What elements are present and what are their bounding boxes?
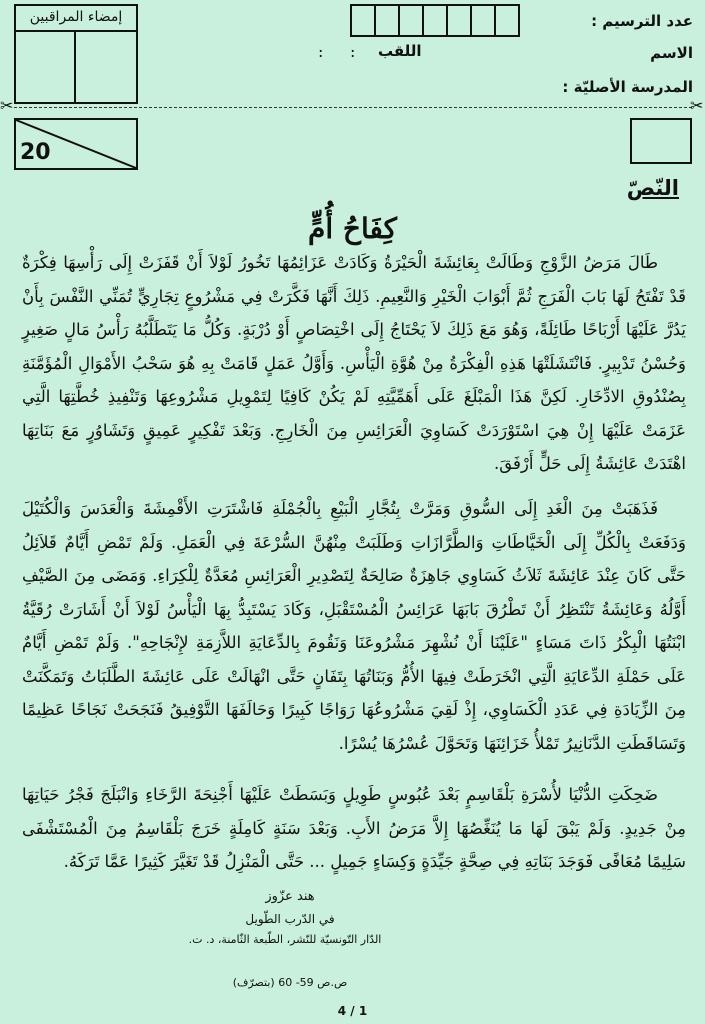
registration-label: عدد الترسيم : [591, 12, 693, 30]
paragraph-text: طَالَ مَرَضُ الزَّوْجِ وَطَالَتْ بِعَائِشَةَ الْحَيْرَةُ وَكَادَتْ عَزَائِمُهَا تَخُورُ لَوْلاَ أَنْ قَفَزَتْ إِلَى رَأْسِهَا فِكْرَةٌ قَدْ تَفْتَحُ لَهَا بَابَ الْفَرَجِ ثُمَّ أَبْوَابَ الْخَيْرِ وَالنَّعِيمِ. ذَلِكَ أَنَّهَا فَكَّرَتْ فِي مَشْرُوعٍ تِجَارِيٍّ تُمَنِّي النَّفْسَ بِأَنْ يَدُرَّ عَلَيْهَا أَرْبَاحًا طَائِلَةً، وَهُوَ مَعَ ذَلِكَ لاَ يَحْتَاجُ إِلَى اخْتِصَاصٍ أَوْ دُرْبَةٍ. وَكُلُّ مَا يَتَطَلَّبُهُ رَأْسُ مَالٍ صَغِيرٍ وَحُسْنُ تَدْبِيرٍ. فَانْتَشَلَتْهَا هَذِهِ الْفِكْرَةُ مِنْ هُوَّةِ الْيَأْسِ. وَأَوَّلُ عَمَلٍ قَامَتْ بِهِ هُوَ سَحْبُ الأَمْوَالِ الْمُؤَمَّنَةِ بِصُنْدُوقِ الادِّخَارِ. لَكِنَّ هَذَا الْمَبْلَغَ عَلَى أَهَمِّيَّتِهِ لَمْ يَكُنْ كَافِيًا لِتَمْوِيلِ مَشْرُوعِهَا وَتَنْفِيذِ خُطَّتِهَا الَّتِي عَزَمَتْ عَلَيْهَا إِنْ هِيَ اسْتَوْرَدَتْ كَسَاوِيَ الْعَرَائِسِ مِنَ الْخَارِجِ. وَبَعْدَ تَفْكِيرٍ عَمِيقٍ وَتَشَاوُرٍ مَعَ بَنَاتِهَا اهْتَدَتْ عَائِشَةُ إِلَى حَلٍّ أَرْفَقَ. [22, 253, 686, 473]
name-label: الاسم [650, 44, 693, 62]
surname-label: اللقب [378, 42, 422, 60]
name-colon: : [350, 42, 356, 61]
paragraph-2 [22, 492, 686, 760]
registration-cell[interactable] [470, 4, 496, 37]
source-publisher: الدّار التّونسيّة للنّشر، الطّبعة الثّامنة، د. ت. [188, 933, 382, 946]
supervisors-divider [74, 30, 76, 104]
page-number: 4 / 1 [337, 1004, 368, 1018]
paragraph-text: فَذَهَبَتْ مِنَ الْغَدِ إِلَى السُّوقِ وَمَرَّتْ بِتُجَّارِ الْبَيْعِ بِالْجُمْلَةِ فَاشْتَرَتِ الأَقْمِشَةَ وَالْعَدَسَ وَالْكُتَيْلَ وَدَفَعَتْ بِالْكُلِّ إِلَى الْخَيَّاطَاتِ وَالطَّرَّازَاتِ وَطَلَبَتْ مِنْهُنَّ السُّرْعَةَ فِي الْعَمَلِ. وَلَمْ تَمْضِ أَيَّامٌ قَلاَئِلُ حَتَّى كَانَ عِنْدَ عَائِشَةَ ثَلاَثُ كَسَاوِي جَاهِزَةٌ صَالِحَةٌ لِتَصْدِيرِ الْعَرَائِسِ مُعَدَّةٌ لِلْكِرَاءِ. وَمَضَى مِنَ الصَّيْفِ أَوَّلُهُ وَعَائِشَةُ تَنْتَظِرُ أَنْ تَطْرُقَ بَابَهَا عَرَائِسُ الْمُسْتَقْبَلِ، وَكَادَ يَسْتَبِدُّ بِهَا الْيَأْسُ لَوْلاَ أَنْ أَشَارَتْ رُقَيَّةُ ابْنَتُهَا الْبِكْرُ ذَاتَ مَسَاءٍ "عَلَيْنَا أَنْ نُشْهِرَ مَشْرُوعَنَا وَنَقُومَ بِالدِّعَايَةِ اللاَّزِمَةِ لإِنْجَاحِهِ". وَلَمْ تَمْضِ أَيَّامٌ عَلَى حَمْلَةِ الدِّعَايَةِ الَّتِي انْخَرَطَتْ فِيهَا الأُمُّ وَبَنَاتُهَا بِتَفَانٍ حَتَّى انْهَالَتْ عَلَى عَائِشَةَ الطَّلَبَاتُ وَتَمَكَّنَتْ مِنَ الزِّيَادَةِ فِي عَدَدِ الْكَسَاوِي، إِذْ لَقِيَ مَشْرُوعُهَا رَوَاجًا كَبِيرًا وَحَالَفَهَا التَّوْفِيقُ فَنَجَحَتْ نَجَاحًا عَظِيمًا وَتَسَاقَطَتِ الدَّنَانِيرُ تَمْلأُ خَزَائِنَهَا وَتَحَوَّلَ عُسْرُهَا يُسْرًا. [22, 499, 686, 753]
section-title: النّصّ [626, 176, 679, 200]
registration-number-cells[interactable] [350, 4, 518, 37]
registration-cell[interactable] [494, 4, 520, 37]
surname-colon: : [318, 42, 324, 61]
story-title: كِفَاحُ أُمٍّ [308, 212, 397, 245]
cut-line [14, 107, 692, 108]
score-total: 20 [20, 140, 51, 165]
source-book: في الدّرب الطّويل [245, 912, 335, 926]
paragraph-3 [22, 778, 686, 879]
source-author: هند عزّوز [265, 889, 315, 904]
supervisors-label: إمضاء المراقبين [14, 4, 138, 32]
registration-cell[interactable] [374, 4, 400, 37]
corner-box [630, 118, 692, 164]
registration-cell[interactable] [398, 4, 424, 37]
registration-cell[interactable] [422, 4, 448, 37]
school-label: المدرسة الأصليّة : [562, 78, 693, 96]
scissors-icon: ✂ [0, 96, 14, 115]
source-pages: ص.ص 59- 60 (بتصرّف) [232, 976, 348, 989]
scissors-icon: ✂ [690, 96, 704, 115]
paragraph-1 [22, 246, 686, 481]
paragraph-text: ضَحِكَتِ الدُّنْيَا لأُسْرَةِ بَلْقَاسِمٍ بَعْدَ عُبُوسٍ طَوِيلٍ وَبَسَطَتْ عَلَيْهَا أَجْنِحَةَ الرَّخَاءِ وَانْبَلَجَ فَجْرُ حَيَاتِهَا مِنْ جَدِيدٍ. وَلَمْ يَبْقَ لَهَا مَا يُنَغِّصُهَا إِلاَّ مَرَضُ الأَبِ. وَبَعْدَ سَنَةٍ كَامِلَةٍ خَرَجَ بَلْقَاسِمُ مِنَ الْمُسْتَشْفَى سَلِيمًا مُعَافًى فَوَجَدَ بَنَاتِهِ فِي صِحَّةٍ جَيِّدَةٍ وَكِسَاءٍ جَمِيلٍ ... حَتَّى الْمَنْزِلُ قَدْ تَغَيَّرَ كَثِيرًا عَمَّا تَرَكَهُ. [22, 785, 686, 871]
registration-cell[interactable] [446, 4, 472, 37]
registration-cell[interactable] [350, 4, 376, 37]
